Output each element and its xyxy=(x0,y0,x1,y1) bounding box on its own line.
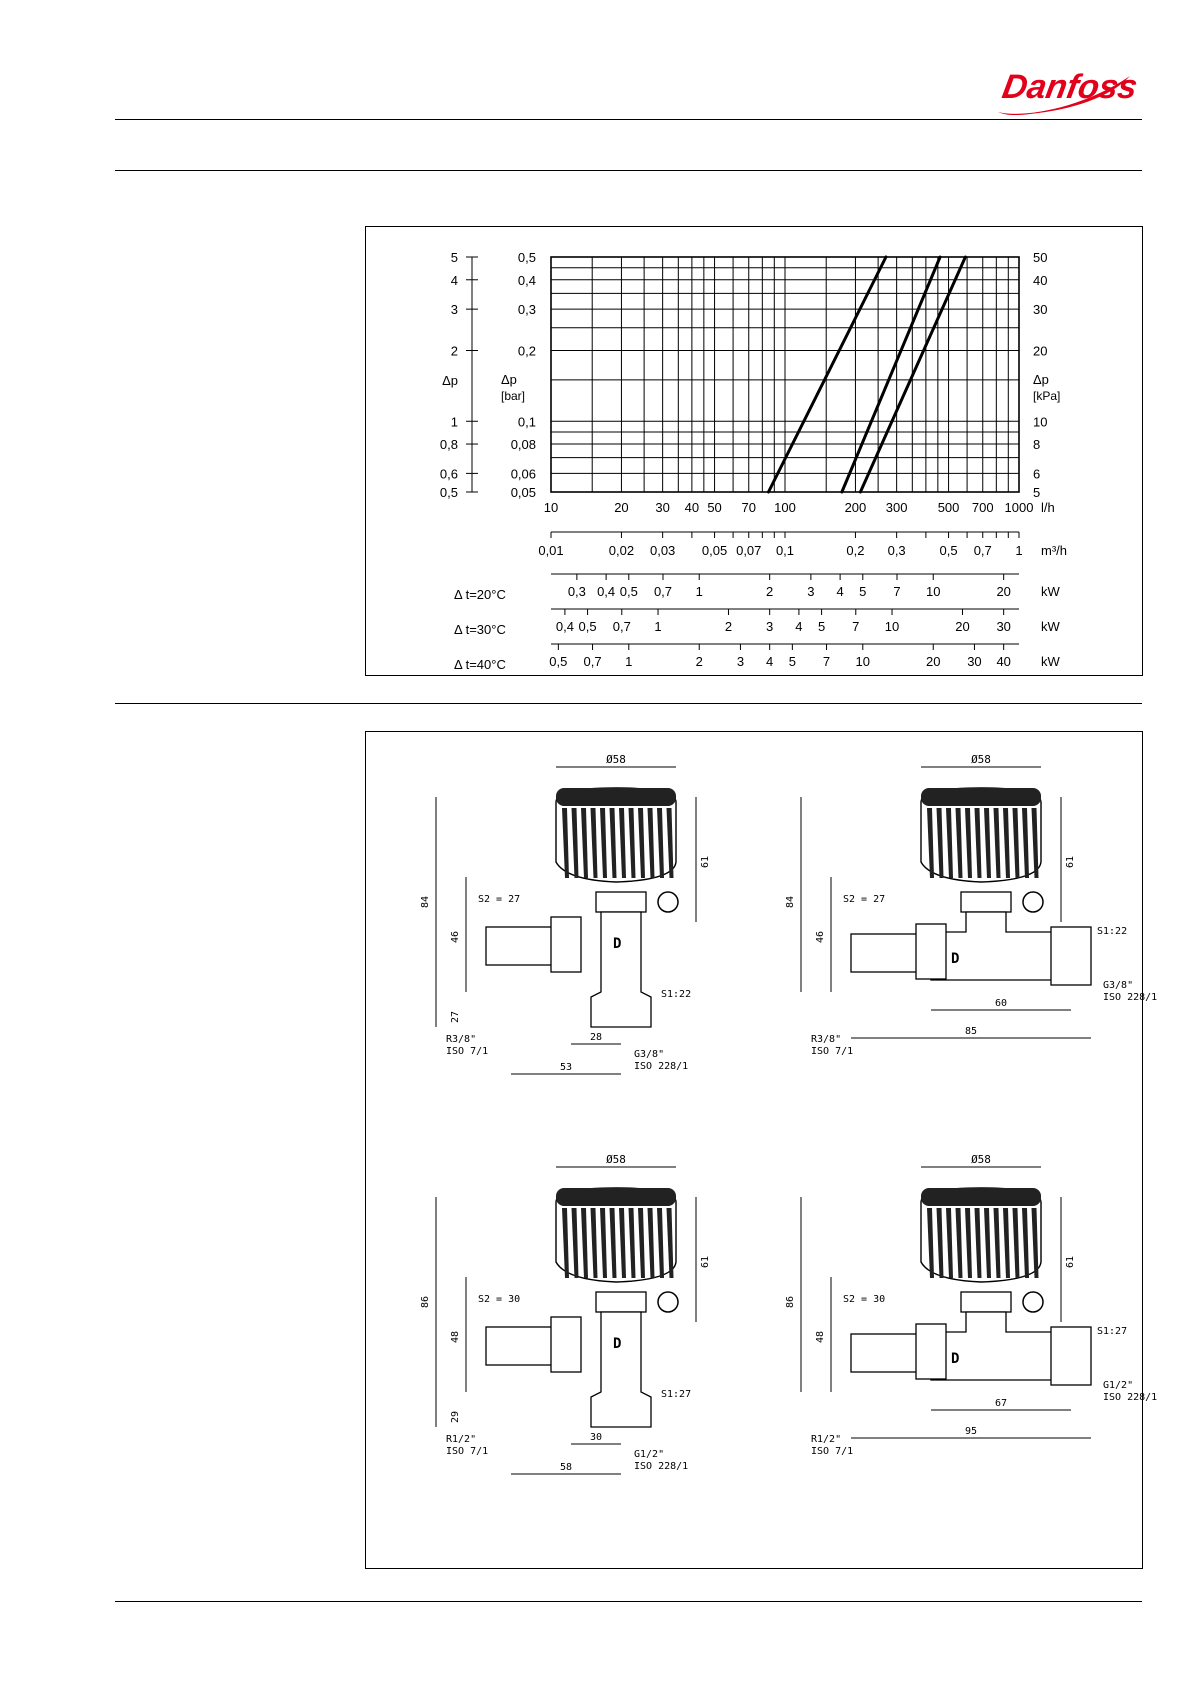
flow-marker: D xyxy=(951,1351,960,1367)
curve-2 xyxy=(842,257,940,492)
dim-width-2: 53 xyxy=(559,1062,573,1073)
kpa-axis-tick-label: 10 xyxy=(1033,414,1048,430)
flow-m3h-tick-label: 0,5 xyxy=(939,543,958,558)
outlet-body xyxy=(1051,1327,1091,1385)
left-axis-tick-label: 5 xyxy=(450,250,458,265)
curve-1 xyxy=(768,257,885,492)
power-axis-tick-label: 30 xyxy=(996,619,1011,634)
flow-m3h-tick-label: 0,02 xyxy=(608,543,635,558)
power-axis-tick-label: 1 xyxy=(654,619,662,634)
flow-marker: D xyxy=(613,936,622,952)
power-axis-tick-label: 0,5 xyxy=(619,584,638,599)
power-axis-tick-label: 0,7 xyxy=(612,619,631,634)
inlet-standard: ISO 7/1 xyxy=(446,1446,489,1457)
inlet-thread: R1/2" xyxy=(811,1434,842,1445)
dim-height-total: 86 xyxy=(785,1295,796,1309)
power-axis-tick-label: 0,5 xyxy=(549,654,568,669)
dim-height-mid: 48 xyxy=(815,1330,826,1344)
valve-drawing-1 xyxy=(420,753,711,1074)
flow-lh-tick-label: 70 xyxy=(741,500,756,515)
bar-axis-tick-label: 0,08 xyxy=(510,437,536,453)
kpa-axis-tick-label: 20 xyxy=(1033,343,1048,359)
power-axis-tick-label: 20 xyxy=(996,584,1011,599)
dim-height-mid: 46 xyxy=(450,930,461,944)
inlet-standard: ISO 7/1 xyxy=(811,1446,854,1457)
valve-drawing-3 xyxy=(420,1153,711,1474)
dimension-drawings xyxy=(366,732,1158,1568)
inlet-thread: R3/8" xyxy=(446,1034,477,1045)
svg-text:Danfoss: Danfoss xyxy=(999,68,1141,106)
union-wrench-size: S2 = 30 xyxy=(843,1294,886,1305)
bar-axis-tick-label: 0,4 xyxy=(517,272,536,288)
kpa-axis-tick-label: 30 xyxy=(1033,302,1048,318)
body-wrench-size: S1:22 xyxy=(1097,926,1128,937)
power-axis-tick-label: 1 xyxy=(695,584,703,599)
union-nut xyxy=(916,924,946,979)
power-axis-tick-label: 0,5 xyxy=(578,619,597,634)
inlet-thread: R3/8" xyxy=(811,1034,842,1045)
dim-width-2: 85 xyxy=(964,1026,978,1037)
left-axis-tick-label: 0,6 xyxy=(439,466,458,482)
left-axis-tick-label: 2 xyxy=(450,343,458,359)
valve-neck xyxy=(961,1292,1011,1312)
dim-height-low: 29 xyxy=(450,1410,461,1424)
power-axis-tick-label: 0,7 xyxy=(653,584,673,599)
bar-axis-tick-label: 0,5 xyxy=(517,250,536,265)
flow-m3h-tick-label: 0,2 xyxy=(846,543,865,558)
power-axis-tick-label: 0,4 xyxy=(555,619,574,634)
flow-lh-tick-label: 200 xyxy=(844,500,867,515)
bar-axis-tick-label: 0,3 xyxy=(517,302,536,318)
thermostat-cap xyxy=(921,788,1041,806)
thermostat-cap xyxy=(556,1188,676,1206)
left-axis-tick-label: 4 xyxy=(450,272,458,288)
power-scale-unit: kW xyxy=(1041,619,1060,634)
power-axis-tick-label: 5 xyxy=(817,619,826,634)
dim-width-1: 30 xyxy=(589,1432,603,1443)
power-axis-tick-label: 40 xyxy=(996,654,1011,669)
kpa-axis-tick-label: 5 xyxy=(1033,485,1041,500)
bar-axis-unit: [bar] xyxy=(501,388,526,403)
lock-screw xyxy=(1023,1292,1043,1312)
flow-m3h-tick-label: 1 xyxy=(1015,543,1023,558)
dim-height-mid: 48 xyxy=(450,1330,461,1344)
union-wrench-size: S2 = 27 xyxy=(478,894,521,905)
power-axis-tick-label: 10 xyxy=(884,619,900,634)
power-axis-tick-label: 0,7 xyxy=(583,654,602,669)
power-axis-tick-label: 5 xyxy=(788,654,796,669)
power-axis-tick-label: 0,3 xyxy=(567,584,586,599)
kpa-axis-unit: [kPa] xyxy=(1033,388,1061,403)
power-axis-tick-label: 2 xyxy=(724,619,733,634)
union-nut xyxy=(916,1324,946,1379)
lock-screw xyxy=(1023,892,1043,912)
body-wrench-size: S1:27 xyxy=(1097,1326,1128,1337)
power-axis-tick-label: 2 xyxy=(766,584,774,599)
power-axis-tick-label: 3 xyxy=(736,654,745,669)
valve-neck xyxy=(961,892,1011,912)
section-rule-1 xyxy=(115,170,1142,171)
valve-neck xyxy=(596,1292,646,1312)
outlet-thread: G3/8" xyxy=(1103,980,1134,991)
dim-height-total: 84 xyxy=(420,895,431,909)
dim-height-mid: 46 xyxy=(815,930,826,944)
flow-marker: D xyxy=(613,1336,622,1352)
dim-width-2: 95 xyxy=(964,1426,978,1437)
thermostat-cap xyxy=(921,1188,1041,1206)
flow-lh-tick-label: 50 xyxy=(707,500,722,515)
dim-height-top: 61 xyxy=(1065,1255,1076,1269)
inlet-thread: R1/2" xyxy=(446,1434,477,1445)
dim-height-top: 61 xyxy=(700,855,711,869)
pressure-flow-chart xyxy=(366,227,1142,675)
flow-lh-tick-label: 30 xyxy=(655,500,670,515)
dim-diameter: Ø58 xyxy=(971,753,991,766)
union-nut xyxy=(551,917,581,972)
dim-height-low: 27 xyxy=(450,1010,461,1024)
bar-axis-tick-label: 0,1 xyxy=(517,414,536,430)
outlet-standard: ISO 228/1 xyxy=(1103,992,1158,1003)
power-axis-tick-label: 7 xyxy=(852,619,860,634)
power-scale-label: Δ t=30°C xyxy=(454,622,506,637)
footer-rule xyxy=(115,1601,1142,1602)
union-nut xyxy=(551,1317,581,1372)
flow-m3h-tick-label: 0,1 xyxy=(775,543,795,558)
bar-axis-label: Δp xyxy=(501,371,517,387)
pressure-flow-chart-panel xyxy=(365,226,1143,676)
dim-diameter: Ø58 xyxy=(971,1153,991,1166)
dim-diameter: Ø58 xyxy=(606,753,626,766)
power-axis-tick-label: 3 xyxy=(766,619,774,634)
kpa-axis-tick-label: 50 xyxy=(1033,250,1048,265)
dim-width-2: 58 xyxy=(559,1462,573,1473)
dim-height-top: 61 xyxy=(1065,855,1076,869)
flow-m3h-tick-label: 0,7 xyxy=(973,543,992,558)
power-scale-label: Δ t=40°C xyxy=(454,657,506,672)
lock-screw xyxy=(658,1292,678,1312)
flow-lh-tick-label: 1000 xyxy=(1004,500,1034,515)
power-axis-tick-label: 7 xyxy=(822,654,831,669)
bar-axis-tick-label: 0,2 xyxy=(517,343,536,359)
left-axis-label: Δp xyxy=(442,372,458,388)
flow-lh-tick-label: 10 xyxy=(543,500,559,515)
outlet-thread: G1/2" xyxy=(1103,1380,1134,1391)
outlet-body xyxy=(1051,927,1091,985)
dim-diameter: Ø58 xyxy=(606,1153,626,1166)
power-axis-tick-label: 30 xyxy=(967,654,982,669)
dim-width-1: 28 xyxy=(589,1032,603,1043)
flow-m3h-unit: m³/h xyxy=(1041,543,1067,558)
flow-lh-tick-label: 700 xyxy=(971,500,994,515)
power-axis-tick-label: 5 xyxy=(859,584,867,599)
dim-height-top: 61 xyxy=(700,1255,711,1269)
valve-body xyxy=(931,1312,1071,1380)
power-axis-tick-label: 2 xyxy=(695,654,703,669)
outlet-standard: ISO 228/1 xyxy=(1103,1392,1158,1403)
dim-width-1: 60 xyxy=(994,998,1008,1009)
valve-neck xyxy=(596,892,646,912)
flow-m3h-tick-label: 0,03 xyxy=(649,543,676,558)
power-axis-tick-label: 4 xyxy=(766,654,774,669)
header-rule xyxy=(115,119,1142,120)
power-axis-tick-label: 7 xyxy=(893,584,901,599)
union-wrench-size: S2 = 30 xyxy=(478,1294,521,1305)
kpa-axis-tick-label: 40 xyxy=(1033,272,1048,288)
power-axis-tick-label: 10 xyxy=(925,584,941,599)
left-axis-tick-label: 0,8 xyxy=(439,437,458,453)
power-axis-tick-label: 1 xyxy=(625,654,633,669)
kpa-axis-label: Δp xyxy=(1033,371,1049,387)
power-axis-tick-label: 4 xyxy=(836,584,844,599)
flow-m3h-tick-label: 0,05 xyxy=(701,543,728,558)
kpa-axis-tick-label: 6 xyxy=(1033,466,1041,482)
valve-body xyxy=(591,1312,651,1427)
danfoss-logo xyxy=(990,58,1140,120)
flow-lh-unit: l/h xyxy=(1041,500,1055,515)
section-rule-2 xyxy=(115,703,1142,704)
power-axis-tick-label: 10 xyxy=(855,654,871,669)
power-scale-unit: kW xyxy=(1041,584,1060,599)
power-axis-tick-label: 3 xyxy=(807,584,815,599)
outlet-standard: ISO 228/1 xyxy=(634,1061,689,1072)
flow-m3h-tick-label: 0,3 xyxy=(887,543,906,558)
power-axis-tick-label: 4 xyxy=(795,619,803,634)
bar-axis-tick-label: 0,05 xyxy=(510,485,536,500)
inlet-standard: ISO 7/1 xyxy=(811,1046,854,1057)
flow-m3h-tick-label: 0,07 xyxy=(736,543,762,558)
valve-body xyxy=(591,912,651,1027)
valve-drawing-4 xyxy=(785,1153,1157,1457)
left-axis-tick-label: 0,5 xyxy=(439,485,458,500)
flow-lh-tick-label: 40 xyxy=(684,500,700,515)
outlet-thread: G3/8" xyxy=(634,1049,665,1060)
flow-lh-tick-label: 300 xyxy=(885,500,908,515)
power-scale-unit: kW xyxy=(1041,654,1060,669)
curve-3 xyxy=(860,257,965,492)
body-wrench-size: S1:27 xyxy=(661,1389,692,1400)
flow-marker: D xyxy=(951,951,960,967)
flow-lh-tick-label: 20 xyxy=(614,500,629,515)
bar-axis-tick-label: 0,06 xyxy=(510,466,536,482)
inlet-standard: ISO 7/1 xyxy=(446,1046,489,1057)
left-axis-tick-label: 1 xyxy=(450,414,458,430)
lock-screw xyxy=(658,892,678,912)
thermostat-cap xyxy=(556,788,676,806)
dim-width-1: 67 xyxy=(994,1398,1008,1409)
union-wrench-size: S2 = 27 xyxy=(843,894,886,905)
power-axis-tick-label: 20 xyxy=(925,654,941,669)
flow-lh-tick-label: 100 xyxy=(774,500,796,515)
valve-drawing-2 xyxy=(785,753,1157,1057)
outlet-thread: G1/2" xyxy=(634,1449,665,1460)
outlet-standard: ISO 228/1 xyxy=(634,1461,689,1472)
power-axis-tick-label: 20 xyxy=(955,619,970,634)
dim-height-total: 84 xyxy=(785,895,796,909)
valve-body xyxy=(931,912,1071,980)
flow-m3h-tick-label: 0,01 xyxy=(538,543,564,558)
left-axis-tick-label: 3 xyxy=(450,302,458,318)
dim-height-total: 86 xyxy=(420,1295,431,1309)
dimension-drawings-panel xyxy=(365,731,1158,1569)
body-wrench-size: S1:22 xyxy=(661,989,692,1000)
kpa-axis-tick-label: 8 xyxy=(1033,437,1041,453)
flow-lh-tick-label: 500 xyxy=(937,500,960,515)
power-scale-label: Δ t=20°C xyxy=(454,587,506,602)
power-axis-tick-label: 0,4 xyxy=(597,584,616,599)
